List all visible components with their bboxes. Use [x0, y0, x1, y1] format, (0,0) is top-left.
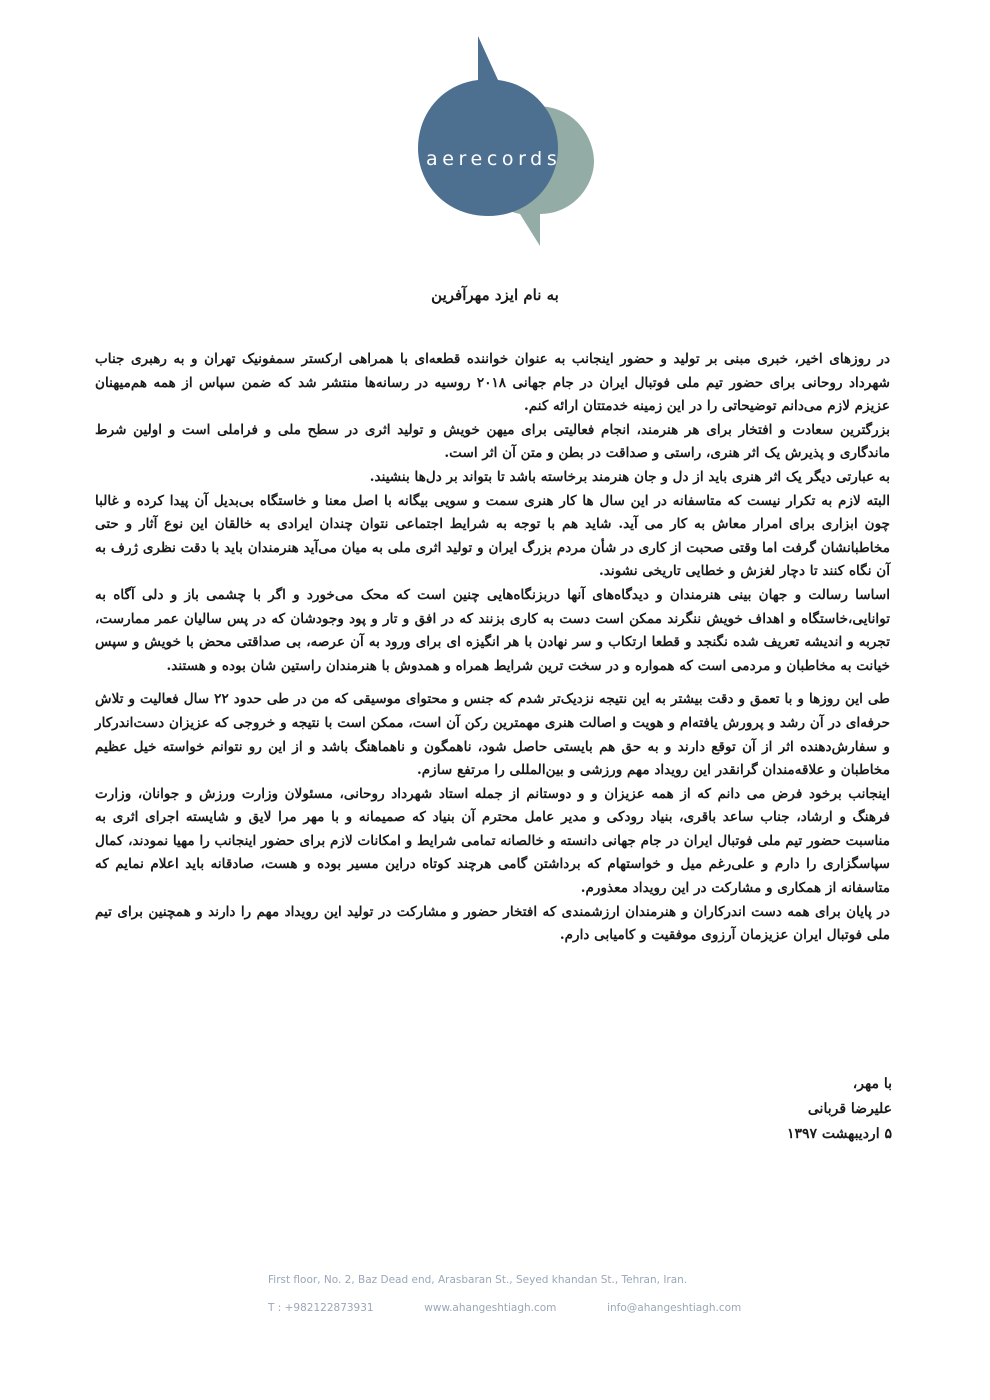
signature-date: ۵ اردیبهشت ۱۳۹۷ — [786, 1126, 892, 1142]
footer-email: info@ahangeshtiagh.com — [607, 1302, 742, 1314]
signature-name: علیرضا قربانی — [807, 1101, 892, 1117]
footer-website: www.ahangeshtiagh.com — [424, 1302, 557, 1314]
letter-heading: به نام ایزد مهرآفرین — [431, 286, 559, 304]
paragraph-5: اساسا رسالت و جهان بینی هنرمندان و دیدگاه‌های آنها دربزنگاه‌هایی چنین است که محک می‌خورد و اگر با چشمی باز و دلی آگاه به توانایی،خاستگاه و اهداف خویش ننگرند ممکن است دست به کاری بزنند که در افق و تار و پود وجودشان که در پس سالیان عمر ممارست، تجربه و اندیشه تعریف شده نگنجد و قطعا ارتکاب و سر نهادن با هر انگیزه ای برای ورود به آن عرصه، بی صداقتی محض با خویش و سپس خیانت به مخاطبان و مردمی است که همواره و در سخت ترین شرایط همراه و همدوش با هنرمندان راستین شان بوده و هستند. — [95, 586, 890, 674]
signature-closing: با مهر، — [852, 1076, 892, 1092]
footer-phone: T : +982122873931 — [268, 1302, 374, 1314]
paragraph-7: اینجانب برخود فرض می دانم که از همه عزیزان و و دوستانم از جمله استاد شهرداد روحانی، مسئولان وزارت ورزش و جوانان، وزارت فرهنگ و ارشاد، جناب ساعد باقری، بنیاد رودکی و مدیر عامل محترم آن بنیاد که صمیمانه و با مهر مرا لایق و شایسته اجرای اثری به مناسبت حضور تیم ملی فوتبال ایران در جام جهانی دانسته و خالصانه تمامی شرایط و امکانات لازم برای حضور اینجانب را مهیا نمودند، کمال سپاسگزاری را دارم و علی‌رغم میل و خواستهام که برداشتن گامی هرچند کوتاه دراین مسیر بوده و هست، صادقانه باید اعلام نمایم که متاسفانه از همکاری و مشارکت در این رویداد معذورم. — [95, 785, 890, 897]
paragraph-4: البته لازم به تکرار نیست که متاسفانه در این سال ها کار هنری سمت و سویی بیگانه با اصل معنا و خاستگاه بی‌بدیل آن پیدا کرده و غالبا چون ابزاری برای امرار معاش به کار می آید. شاید هم با توجه به شرایط اجتماعی نتوان چندان ایرادی به خالقان این نوع آثار و حتی مخاطبانشان گرفت اما وقتی صحبت از کاری در شأن مردم بزرگ ایران و تولید اثری ملی به میان می‌آید هنرمندان باید با دقت نظری ژرف به آن نگاه کنند تا دچار لغزش و خطایی تاریخی نشوند. — [95, 492, 890, 580]
letterhead-footer — [268, 1266, 742, 1322]
letter-body — [95, 348, 890, 948]
footer-contact-row — [268, 1294, 742, 1322]
footer-address-row — [268, 1266, 738, 1294]
company-logo — [408, 36, 598, 246]
paragraph-3: به عبارتی دیگر یک اثر هنری باید از دل و جان هنرمند برخاسته باشد تا بتواند بر دل‌ها بنشیند. — [369, 468, 890, 485]
paragraph-6: طی این روزها و با تعمق و دقت بیشتر به این نتیجه نزدیک‌تر شدم که جنس و محتوای موسیقی که من در طی حدود ۲۲ سال فعالیت و تلاش حرفه‌ای در آن رشد و پرورش یافته‌ام و هویت و اصالت هنری مهمترین رکن آن است، ممکن است با نتیجه و خروجی که عزیزان دست‌اندرکار و سفارش‌دهنده اثر از آن توقع دارند و به حق هم بایستی حاصل شود، ناهمگون و ناهماهنگ باشد و از این رو نتوانم خواسته خیل عظیم مخاطبان و علاقه‌مندان گرانقدر این رویداد مهم ورزشی و بین‌المللی را مرتفع سازم. — [95, 691, 891, 779]
logo-wordmark: aerecords — [426, 148, 562, 170]
footer-address: First floor, No. 2, Baz Dead end, Arasbaran St., Seyed khandan St., Tehran, Iran. — [268, 1274, 688, 1286]
paragraph-2: بزرگترین سعادت و افتخار برای هر هنرمند، انجام فعالیتی برای میهن خویش و تولید اثری در سطح ملی و فراملی است و اولین شرط ماندگاری و پذیرش یک اثر هنری، راستی و صداقت در بطن و متن آن اثر است. — [95, 421, 890, 462]
signature-block — [592, 1072, 892, 1147]
paragraph-1: در روزهای اخیر، خبری مبنی بر تولید و حضور اینجانب به عنوان خواننده قطعه‌ای با همراهی ارکستر سمفونیک تهران و به رهبری جناب شهرداد روحانی برای حضور تیم ملی فوتبال ایران در جام جهانی ۲۰۱۸ روسیه در رسانه‌ها منتشر شد که ضمن سپاس از همه هم‌میهنان عزیزم لازم می‌دانم توضیحاتی را در این زمینه خدمتتان ارائه کنم. — [95, 351, 890, 415]
paragraph-8: در پایان برای همه دست اندرکاران و هنرمندان ارزشمندی که افتخار حضور و مشارکت در تولید این رویداد مهم را دارند و همچنین برای تیم ملی فوتبال ایران عزیزمان آرزوی موفقیت و کامیابی دارم. — [95, 903, 890, 944]
speech-bubble-logo-icon — [408, 36, 598, 246]
